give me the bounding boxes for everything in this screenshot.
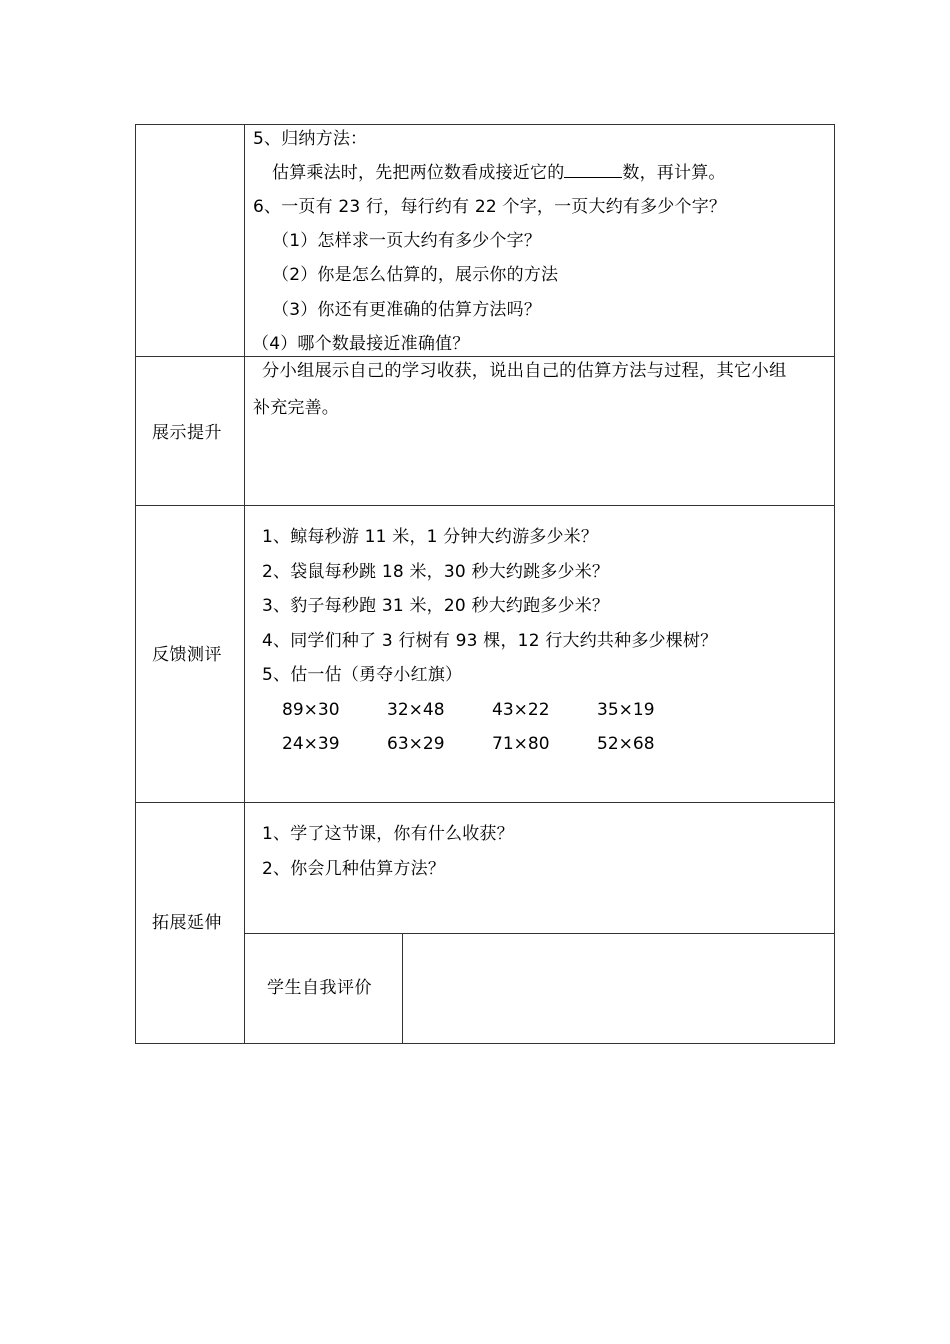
- calc-item: 43×22: [492, 700, 550, 720]
- section1-line2-after: 数，再计算。: [622, 163, 726, 183]
- section2-line2: 补充完善。: [253, 398, 339, 418]
- self-eval-cell[interactable]: [403, 934, 833, 1042]
- fill-in-blank: [564, 162, 622, 178]
- section3-label: 反馈测评: [152, 645, 222, 665]
- section3-line2: 2、袋鼠每秒跳 18 米，30 秒大约跳多少米？: [262, 562, 610, 582]
- calc-item: 71×80: [492, 734, 550, 754]
- section4-line2: 2、你会几种估算方法？: [262, 859, 446, 879]
- section1-line2-before: 估算乘法时，先把两位数看成接近它的: [272, 163, 565, 183]
- section2-line1: 分小组展示自己的学习收获，说出自己的估算方法与过程，其它小组: [262, 361, 787, 381]
- section1-line5: （2）你是怎么估算的，展示你的方法: [272, 265, 559, 285]
- section3-line1: 1、鲸每秒游 11 米，1 分钟大约游多少米？: [262, 527, 599, 547]
- section4-label: 拓展延伸: [152, 913, 222, 933]
- row-divider-1: [135, 356, 835, 357]
- section1-line1: 5、归纳方法：: [253, 129, 368, 149]
- section3-line3: 3、豹子每秒跑 31 米，20 秒大约跑多少米？: [262, 596, 610, 616]
- label-column-divider: [244, 124, 245, 1044]
- self-eval-label: 学生自我评价: [267, 978, 372, 998]
- section1-line4: （1）怎样求一页大约有多少个字？: [272, 231, 542, 251]
- section1-line7: （4）哪个数最接近准确值？: [252, 334, 470, 354]
- section3-line5: 5、估一估（勇夺小红旗）: [262, 665, 463, 685]
- section2-label: 展示提升: [152, 423, 222, 443]
- section1-line3: 6、一页有 23 行，每行约有 22 个字，一页大约有多少个字？: [253, 197, 727, 217]
- section4-line1: 1、学了这节课，你有什么收获？: [262, 824, 514, 844]
- calc-item: 24×39: [282, 734, 340, 754]
- calc-item: 32×48: [387, 700, 445, 720]
- table-top-border: [135, 124, 835, 125]
- table-bottom-border: [135, 1043, 835, 1044]
- table-left-border: [135, 124, 136, 1044]
- row-divider-3: [135, 802, 835, 803]
- row-divider-2: [135, 505, 835, 506]
- calc-item: 89×30: [282, 700, 340, 720]
- table-right-border: [834, 124, 835, 1044]
- section1-line6: （3）你还有更准确的估算方法吗？: [272, 300, 542, 320]
- section1-line2: [272, 162, 726, 184]
- calc-item: 63×29: [387, 734, 445, 754]
- calc-item: 52×68: [597, 734, 655, 754]
- calc-item: 35×19: [597, 700, 655, 720]
- section3-line4: 4、同学们种了 3 行树有 93 棵，12 行大约共种多少棵树？: [262, 631, 718, 651]
